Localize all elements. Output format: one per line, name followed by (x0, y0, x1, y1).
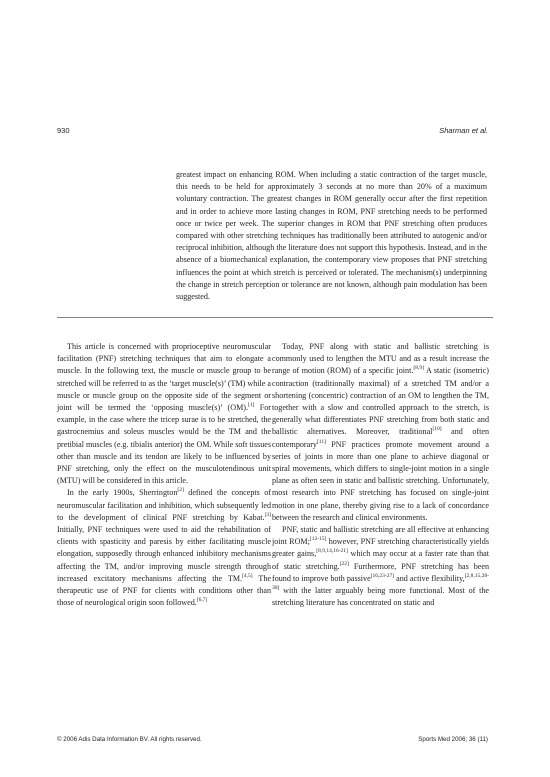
left-paragraph-1 (57, 341, 271, 487)
text-run: Initially, PNF techniques were used to aid the rehabilitation of clients with spasticity and paresis by either facilitating muscle elongation, supposedly through enhanced inhibitory mechanisms affecting the TM, and/or improving muscle strength through increased excitatory mechanisms affecting the TM. (57, 525, 271, 583)
text-run: however, PNF stretching characteristically yields greater gains, (272, 537, 489, 559)
citation-ref: [3] (264, 511, 271, 518)
copyright-notice: © 2006 Adis Data Information BV. All rights reserved. (57, 736, 202, 743)
section-divider (57, 317, 493, 318)
page-number: 930 (57, 126, 70, 135)
left-paragraph-2 (57, 487, 271, 609)
abstract-text: greatest impact on enhancing ROM. When including a static contraction of the target muscle, this needs to be held for approximately 3 seconds at no more than 20% of a maximum voluntary contraction. The greatest changes in ROM generally occur after the first repetition and in order to achieve more lasting changes in ROM, PNF stretching needs to be performed once or twice per week. The superior changes in ROM that PNF stretching often produces compared with other stretching techniques has traditionally been attributed to autogenic and/or reciprocal inhibition, although the literature does not support this hypothesis. Instead, and in the absence of a biomechanical explanation, the contemporary view proposes that PNF stretching influences the point at which stretch is perceived or tolerated. The mechanism(s) underpinning the change in stretch perception or tolerance are not known, although pain modulation has been suggested. (176, 170, 487, 302)
right-paragraph-1 (272, 341, 489, 524)
citation-ref: [8,9] (413, 365, 424, 372)
citation-ref: [12-15] (309, 536, 327, 543)
text-run: For example, in the case where the tricep surae is to be stretched, the gastrocnemius and soleus muscles would be the TM and the pretibial muscles (e.g. tibialis anterior) the OM. While soft tissues other than muscle and its tendon are likely to be influenced by PNF stretching, only the effect on the musculotendinous unit (MTU) will be considered in this article. (57, 403, 271, 486)
left-column (57, 341, 271, 609)
citation-ref: [22] (339, 560, 349, 567)
text-run: which may occur at a faster rate than that of static stretching. (272, 549, 489, 571)
citation-ref: [8,9,14,16-21] (316, 548, 348, 555)
text-run: with the latter arguably being more functional. Most of the stretching literature has concentrated on static and (272, 586, 489, 608)
citation-ref: [2] (177, 487, 184, 494)
text-run: PNF practices promote movement around a series of joints in more than one plane to achieve diagonal or spiral movements, which differs to single-joint motion in a single plane as often seen in static and ballistic stretching. Unfortunately, most research into PNF stretching has focused on single-joint motion in one plane, thereby giving rise to a lack of concordance between the research and clinical environments. (272, 439, 489, 522)
citation-ref: [1] (248, 402, 255, 409)
text-run: The therapeutic use of PNF for clients with conditions other than those of neurological origin soon followed. (57, 573, 272, 608)
text-run: A static (isometric) contraction (traditionally maximal) of a stretched TM and/or a shortening (concentric) contraction of an OM to lengthen the TM, together with a slow and controlled approach to the stretch, is generally what differentiates PNF stretching from both static and ballistic alternatives. Moreover, traditional (272, 366, 489, 437)
citation-ref: [6,7] (196, 597, 208, 604)
citation-ref: [2,8,15,28-30] (272, 572, 489, 592)
text-run: and often contemporary (272, 427, 489, 449)
citation-ref: [10] (432, 426, 442, 433)
text-run: defined the concepts of neuromuscular facilitation and inhibition, which subsequently led to the development of clinical PNF stretching by Kabat. (57, 488, 271, 522)
citation-ref: [4,5] (242, 572, 253, 579)
right-column (272, 341, 489, 609)
text-run: PNF, static and ballistic stretching are all effective at enhancing joint ROM; (272, 525, 489, 547)
text-run: Today, PNF along with static and ballistic stretching is commonly used to lengthen the MTU and as a result increase the range of motion (ROM) of a specific joint. (272, 342, 489, 376)
text-run: and active flexibility, (394, 573, 465, 583)
text-run: This article is concerned with proprioceptive neuromuscular facilitation (PNF) stretching techniques that aim to elongate a muscle. In the following text, the muscle or muscle group to be stretched will be referred to as the ‘target muscle(s)’ (TM) while a muscle or muscle group on the opposite side of the segment or joint will be termed the ‘opposing muscle(s)’ (OM). (57, 342, 271, 413)
text-run: Furthermore, PNF stretching has been found to improve both passive (272, 561, 490, 583)
right-paragraph-2 (272, 524, 489, 609)
citation-ref: [11] (316, 438, 326, 445)
text-run: In the early 1900s, Sherrington (67, 488, 178, 498)
running-head: Sharman et al. (439, 126, 488, 135)
citation-ref: [16,23-27] (370, 572, 395, 579)
journal-citation: Sports Med 2006; 36 (11) (418, 736, 488, 743)
